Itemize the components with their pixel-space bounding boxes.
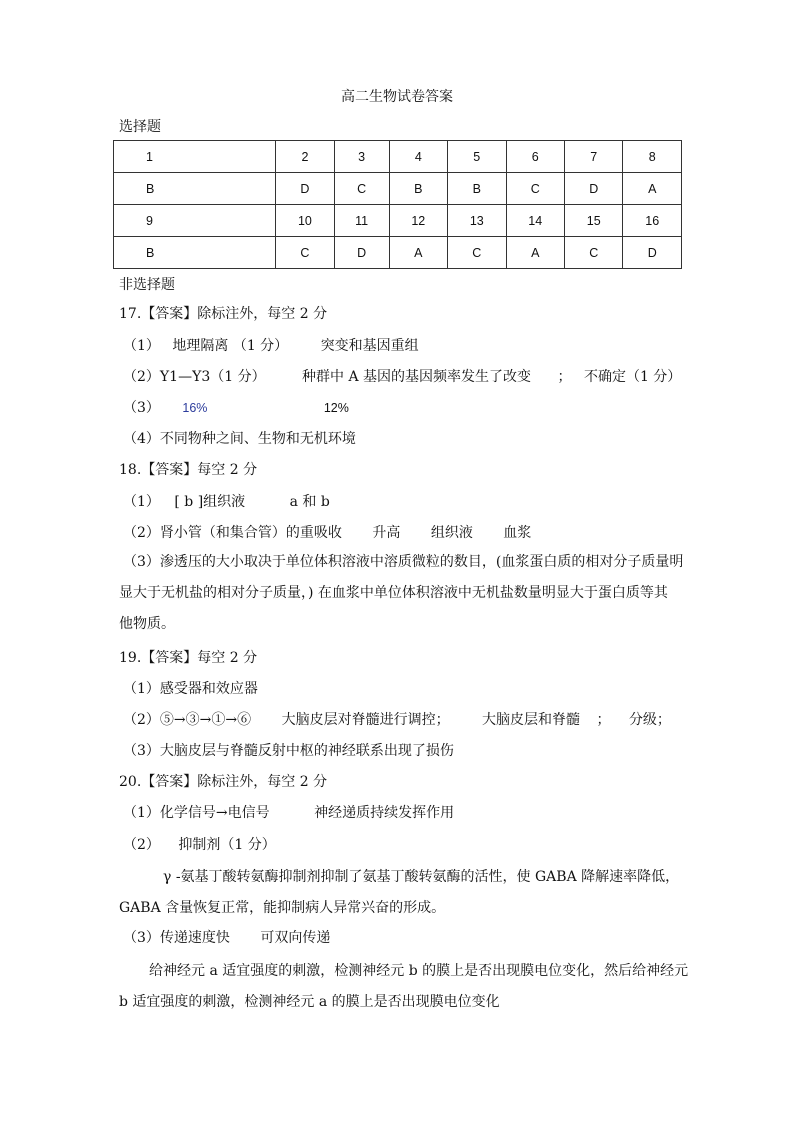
mc-answer-letter: D <box>565 173 623 205</box>
mc-question-number: 5 <box>448 141 506 173</box>
q18-3-line-2: 显大于无机盐的相对分子质量，) 在血浆中单位体积溶液中无机盐数量明显大于蛋白质等其 <box>119 585 668 601</box>
q18-answer-1 <box>123 492 330 512</box>
q19-answer-3: （3）大脑皮层与脊髓反射中枢的神经联系出现了损伤 <box>123 743 454 759</box>
q20-3-answer-b: 可双向传递 <box>260 930 331 946</box>
q19-2-separator: ； <box>596 712 611 728</box>
mc-question-number: 14 <box>506 205 564 237</box>
q17-answer-3 <box>123 398 349 418</box>
mc-answer-letter: C <box>448 237 506 269</box>
q19-heading: 19.【答案】每空 2 分 <box>119 650 258 666</box>
q19-2-answer-d: 分级； <box>628 712 671 728</box>
mc-answer-letter: B <box>448 173 506 205</box>
mc-answer-letter: B <box>114 237 276 269</box>
mc-question-number: 4 <box>389 141 447 173</box>
mc-question-number: 6 <box>506 141 564 173</box>
mc-table-row <box>114 237 682 269</box>
mc-question-number: 12 <box>389 205 447 237</box>
q20-3-answer-a: 传递速度快 <box>159 930 230 946</box>
mc-question-number: 2 <box>276 141 334 173</box>
q17-1-answer-a: 地理隔离 （1 分） <box>172 338 289 354</box>
q18-1-answer-b: a 和 b <box>289 494 330 510</box>
q20-1-answer-b: 神经递质持续发挥作用 <box>314 805 455 821</box>
mc-answer-letter: A <box>623 173 682 205</box>
mc-question-number: 10 <box>276 205 334 237</box>
mc-answer-letter: C <box>506 173 564 205</box>
q18-heading: 18.【答案】每空 2 分 <box>119 462 258 478</box>
q19-answer-2 <box>123 710 671 730</box>
mc-answer-letter: D <box>623 237 682 269</box>
q17-2-number: （2） <box>123 369 160 385</box>
q20-3-explanation-line-2: b 适宜强度的刺激，检测神经元 a 的膜上是否出现膜电位变化 <box>119 994 500 1010</box>
q17-1-answer-b: 突变和基因重组 <box>320 338 419 354</box>
q20-3-explanation <box>119 956 688 1018</box>
multiple-choice-table <box>113 140 682 269</box>
q19-2-answer-c: 大脑皮层和脊髓 <box>482 712 581 728</box>
mc-table-row <box>114 173 682 205</box>
q18-1-answer-a: [ b ]组织液 <box>174 494 246 510</box>
q18-2-answer-b: 升高 <box>372 525 401 541</box>
mc-question-number: 1 <box>114 141 276 173</box>
q17-answer-1 <box>123 336 419 356</box>
q18-answer-3 <box>119 547 684 640</box>
q19-2-answer-b: 大脑皮层对脊髓进行调控； <box>281 712 450 728</box>
q19-2-answer-a: ⑤→③→①→⑥ <box>159 712 252 728</box>
q17-3-answer-a: 16% <box>182 401 208 415</box>
q17-3-number: （3） <box>123 400 160 416</box>
q20-heading: 20.【答案】除标注外，每空 2 分 <box>119 774 328 790</box>
mc-answer-letter: A <box>389 237 447 269</box>
q17-answer-2 <box>123 367 681 387</box>
q17-2-answer-c: 不确定（1 分） <box>583 369 682 385</box>
q20-2-number: （2） <box>123 837 160 853</box>
q20-2-answer-a: 抑制剂（1 分） <box>178 837 276 853</box>
mc-question-number: 7 <box>565 141 623 173</box>
q19-answer-1: （1）感受器和效应器 <box>123 681 258 697</box>
q20-answer-2 <box>123 835 276 855</box>
q17-1-number: （1） <box>123 338 160 354</box>
page-title: 高二生物试卷答案 <box>341 89 453 105</box>
q20-1-answer-a: 化学信号→电信号 <box>159 805 270 821</box>
q18-2-answer-c: 组织液 <box>430 525 473 541</box>
mc-answer-letter: A <box>506 237 564 269</box>
mc-question-number: 3 <box>334 141 389 173</box>
q18-3-line-3: 他物质。 <box>119 616 175 632</box>
mc-question-number: 8 <box>623 141 682 173</box>
mc-answer-letter: C <box>276 237 334 269</box>
q20-3-number: （3） <box>123 930 160 946</box>
q20-2-explanation-line-1: γ -氨基丁酸转氨酶抑制剂抑制了氨基丁酸转氨酶的活性，使 GABA 降解速率降低， <box>163 869 680 885</box>
q19-2-number: （2） <box>123 712 160 728</box>
mc-table-row <box>114 205 682 237</box>
q17-2-answer-a: Y1—Y3（1 分） <box>159 369 266 385</box>
mc-question-number: 9 <box>114 205 276 237</box>
mc-answer-letter: D <box>276 173 334 205</box>
mc-answer-letter: B <box>114 173 276 205</box>
non-mc-section-label: 非选择题 <box>119 277 175 293</box>
mc-question-number: 16 <box>623 205 682 237</box>
mc-answer-letter: C <box>565 237 623 269</box>
mc-answer-letter: D <box>334 237 389 269</box>
q18-2-number: （2） <box>123 525 160 541</box>
mc-table-row <box>114 141 682 173</box>
q18-3-line-1: （3）渗透压的大小取决于单位体积溶液中溶质微粒的数目，(血浆蛋白质的相对分子质量明 <box>123 554 684 570</box>
mc-answer-letter: B <box>389 173 447 205</box>
mc-question-number: 15 <box>565 205 623 237</box>
q17-heading: 17.【答案】除标注外，每空 2 分 <box>119 306 328 322</box>
q18-1-number: （1） <box>123 494 160 510</box>
mc-answer-letter: C <box>334 173 389 205</box>
q18-2-answer-a: 肾小管（和集合管）的重吸收 <box>159 525 342 541</box>
q20-2-explanation <box>119 862 679 924</box>
q20-2-explanation-line-2: GABA 含量恢复正常，能抑制病人异常兴奋的形成。 <box>119 900 446 916</box>
q17-answer-4: （4）不同物种之间、生物和无机环境 <box>123 431 356 447</box>
q17-2-answer-b: 种群中 A 基因的基因频率发生了改变 <box>302 369 532 385</box>
q18-2-answer-d: 血浆 <box>503 525 532 541</box>
q18-answer-2 <box>123 523 531 543</box>
q20-3-explanation-line-1: 给神经元 a 适宜强度的刺激，检测神经元 b 的膜上是否出现膜电位变化，然后给神经元 <box>149 963 689 979</box>
mc-question-number: 11 <box>334 205 389 237</box>
q17-3-answer-b: 12% <box>323 401 349 415</box>
q20-1-number: （1） <box>123 805 160 821</box>
q17-2-separator: ； <box>557 369 572 385</box>
q20-answer-3 <box>123 928 330 948</box>
mc-question-number: 13 <box>448 205 506 237</box>
mc-section-label: 选择题 <box>119 119 161 135</box>
q20-answer-1 <box>123 803 454 823</box>
